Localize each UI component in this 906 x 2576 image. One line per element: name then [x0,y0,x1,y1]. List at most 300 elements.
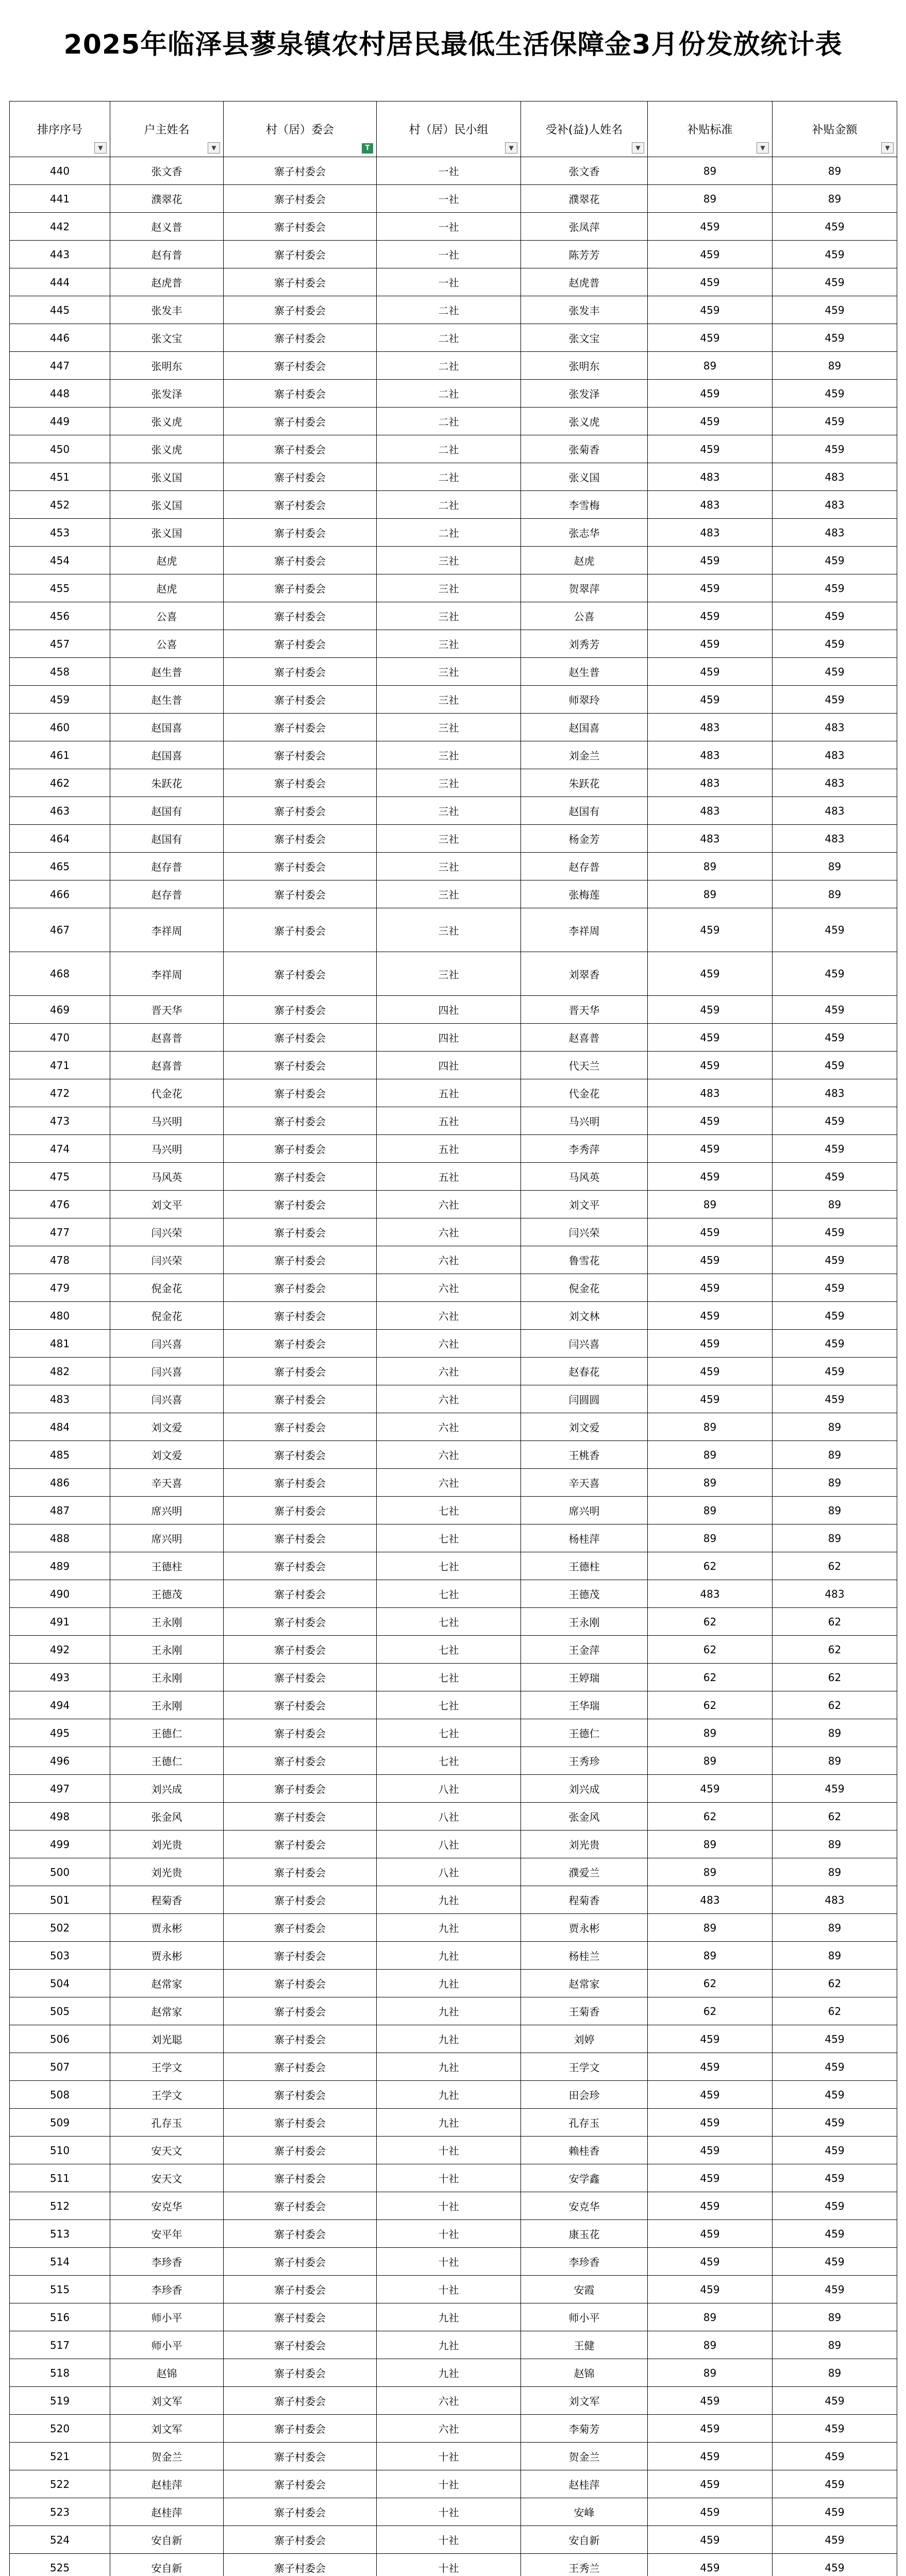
standard-cell[interactable]: 483 [648,825,773,853]
standard-cell[interactable]: 483 [648,741,773,769]
amount-cell[interactable]: 459 [773,1052,897,1079]
village-committee-cell[interactable]: 寨子村委会 [224,797,377,825]
householder-cell[interactable]: 赵虎 [110,547,224,574]
serial-cell[interactable]: 510 [10,2137,110,2164]
amount-cell[interactable]: 483 [773,1580,897,1608]
beneficiary-cell[interactable]: 代金花 [521,1079,648,1107]
beneficiary-cell[interactable]: 王德仁 [521,1719,648,1747]
amount-cell[interactable]: 459 [773,602,897,630]
village-group-cell[interactable]: 六社 [377,1191,521,1218]
serial-cell[interactable]: 476 [10,1191,110,1218]
standard-cell[interactable]: 483 [648,1580,773,1608]
serial-cell[interactable]: 450 [10,435,110,463]
serial-cell[interactable]: 445 [10,296,110,324]
village-committee-cell[interactable]: 寨子村委会 [224,435,377,463]
standard-cell[interactable]: 483 [648,491,773,519]
beneficiary-cell[interactable]: 张志华 [521,519,648,547]
serial-cell[interactable]: 519 [10,2387,110,2415]
village-committee-cell[interactable]: 寨子村委会 [224,1636,377,1664]
standard-cell[interactable]: 483 [648,769,773,797]
serial-cell[interactable]: 471 [10,1052,110,1079]
village-committee-cell[interactable]: 寨子村委会 [224,1052,377,1079]
amount-cell[interactable]: 459 [773,1107,897,1135]
village-group-cell[interactable]: 十社 [377,2248,521,2276]
village-group-cell[interactable]: 七社 [377,1524,521,1552]
beneficiary-cell[interactable]: 鲁雪花 [521,1246,648,1274]
standard-cell[interactable]: 459 [648,1775,773,1803]
standard-cell[interactable]: 459 [648,2192,773,2220]
serial-cell[interactable]: 484 [10,1413,110,1441]
beneficiary-cell[interactable]: 李秀萍 [521,1135,648,1163]
amount-cell[interactable]: 483 [773,463,897,491]
village-group-cell[interactable]: 二社 [377,352,521,380]
village-committee-cell[interactable]: 寨子村委会 [224,1246,377,1274]
beneficiary-cell[interactable]: 赵国有 [521,797,648,825]
amount-cell[interactable]: 459 [773,296,897,324]
amount-cell[interactable]: 483 [773,797,897,825]
serial-cell[interactable]: 440 [10,157,110,185]
householder-cell[interactable]: 闫兴喜 [110,1385,224,1413]
standard-cell[interactable]: 89 [648,1858,773,1886]
beneficiary-cell[interactable]: 王菊香 [521,1997,648,2025]
standard-cell[interactable]: 62 [648,1664,773,1691]
beneficiary-cell[interactable]: 李珍香 [521,2248,648,2276]
amount-cell[interactable]: 89 [773,1524,897,1552]
village-group-cell[interactable]: 六社 [377,1413,521,1441]
serial-cell[interactable]: 506 [10,2025,110,2053]
beneficiary-cell[interactable]: 张义国 [521,463,648,491]
householder-cell[interactable]: 安克华 [110,2192,224,2220]
amount-cell[interactable]: 483 [773,769,897,797]
standard-cell[interactable]: 483 [648,519,773,547]
amount-cell[interactable]: 459 [773,268,897,296]
village-group-cell[interactable]: 三社 [377,714,521,741]
standard-cell[interactable]: 459 [648,2109,773,2137]
village-group-cell[interactable]: 七社 [377,1719,521,1747]
beneficiary-cell[interactable]: 刘兴成 [521,1775,648,1803]
village-group-cell[interactable]: 六社 [377,1274,521,1302]
village-committee-cell[interactable]: 寨子村委会 [224,463,377,491]
amount-cell[interactable]: 459 [773,2554,897,2576]
amount-cell[interactable]: 483 [773,491,897,519]
beneficiary-cell[interactable]: 李祥周 [521,908,648,952]
village-group-cell[interactable]: 九社 [377,2303,521,2331]
village-group-cell[interactable]: 六社 [377,1218,521,1246]
amount-cell[interactable]: 459 [773,1274,897,1302]
village-group-cell[interactable]: 七社 [377,1636,521,1664]
standard-cell[interactable]: 62 [648,1608,773,1636]
village-group-cell[interactable]: 十社 [377,2554,521,2576]
householder-cell[interactable]: 贾永彬 [110,1914,224,1942]
standard-cell[interactable]: 459 [648,547,773,574]
village-committee-cell[interactable]: 寨子村委会 [224,2276,377,2303]
serial-cell[interactable]: 453 [10,519,110,547]
standard-cell[interactable]: 459 [648,241,773,268]
amount-cell[interactable]: 459 [773,2415,897,2443]
beneficiary-cell[interactable]: 濮翠花 [521,185,648,213]
amount-cell[interactable]: 459 [773,1218,897,1246]
dropdown-arrow-icon[interactable]: ▼ [94,142,107,154]
village-group-cell[interactable]: 三社 [377,797,521,825]
householder-cell[interactable]: 安天文 [110,2164,224,2192]
beneficiary-cell[interactable]: 王婷瑞 [521,1664,648,1691]
householder-cell[interactable]: 席兴明 [110,1497,224,1524]
beneficiary-cell[interactable]: 王秀珍 [521,1747,648,1775]
amount-cell[interactable]: 62 [773,1691,897,1719]
beneficiary-cell[interactable]: 张文宝 [521,324,648,352]
householder-cell[interactable]: 刘文军 [110,2415,224,2443]
village-committee-cell[interactable]: 寨子村委会 [224,714,377,741]
village-group-cell[interactable]: 十社 [377,2470,521,2498]
dropdown-arrow-icon[interactable]: ▼ [881,142,894,154]
serial-cell[interactable]: 485 [10,1441,110,1469]
village-group-cell[interactable]: 九社 [377,2053,521,2081]
village-committee-cell[interactable]: 寨子村委会 [224,1886,377,1914]
householder-cell[interactable]: 马兴明 [110,1107,224,1135]
village-committee-cell[interactable]: 寨子村委会 [224,1274,377,1302]
amount-cell[interactable]: 459 [773,1358,897,1385]
village-committee-cell[interactable]: 寨子村委会 [224,1775,377,1803]
standard-cell[interactable]: 62 [648,1970,773,1997]
village-committee-cell[interactable]: 寨子村委会 [224,519,377,547]
amount-cell[interactable]: 459 [773,996,897,1024]
village-group-cell[interactable]: 九社 [377,2081,521,2109]
standard-cell[interactable]: 62 [648,1552,773,1580]
householder-cell[interactable]: 赵生普 [110,686,224,714]
amount-cell[interactable]: 459 [773,324,897,352]
beneficiary-cell[interactable]: 刘文军 [521,2387,648,2415]
amount-cell[interactable]: 89 [773,1942,897,1970]
village-group-cell[interactable]: 一社 [377,157,521,185]
village-committee-cell[interactable]: 寨子村委会 [224,547,377,574]
beneficiary-cell[interactable]: 赵喜普 [521,1024,648,1052]
beneficiary-cell[interactable]: 赵桂萍 [521,2470,648,2498]
village-group-cell[interactable]: 一社 [377,241,521,268]
serial-cell[interactable]: 448 [10,380,110,408]
standard-cell[interactable]: 62 [648,1636,773,1664]
filter-active-icon[interactable]: T [362,143,373,154]
beneficiary-cell[interactable]: 王华瑞 [521,1691,648,1719]
village-group-cell[interactable]: 六社 [377,1246,521,1274]
beneficiary-cell[interactable]: 王桃香 [521,1441,648,1469]
village-committee-cell[interactable]: 寨子村委会 [224,1552,377,1580]
amount-cell[interactable]: 459 [773,1246,897,1274]
village-committee-cell[interactable]: 寨子村委会 [224,185,377,213]
standard-cell[interactable]: 459 [648,2443,773,2470]
village-committee-cell[interactable]: 寨子村委会 [224,157,377,185]
amount-cell[interactable]: 89 [773,2359,897,2387]
village-group-cell[interactable]: 一社 [377,213,521,241]
village-group-cell[interactable]: 八社 [377,1858,521,1886]
standard-cell[interactable]: 459 [648,2554,773,2576]
beneficiary-cell[interactable]: 王德茂 [521,1580,648,1608]
serial-cell[interactable]: 495 [10,1719,110,1747]
beneficiary-cell[interactable]: 赵虎 [521,547,648,574]
amount-cell[interactable]: 89 [773,1469,897,1497]
householder-cell[interactable]: 张义国 [110,519,224,547]
beneficiary-cell[interactable]: 张发泽 [521,380,648,408]
serial-cell[interactable]: 522 [10,2470,110,2498]
householder-cell[interactable]: 公喜 [110,602,224,630]
village-committee-cell[interactable]: 寨子村委会 [224,2331,377,2359]
village-group-cell[interactable]: 二社 [377,491,521,519]
standard-cell[interactable]: 89 [648,1942,773,1970]
serial-cell[interactable]: 492 [10,1636,110,1664]
standard-cell[interactable]: 89 [648,1469,773,1497]
standard-cell[interactable]: 459 [648,2053,773,2081]
serial-cell[interactable]: 520 [10,2415,110,2443]
standard-cell[interactable]: 459 [648,1163,773,1191]
householder-cell[interactable]: 席兴明 [110,1524,224,1552]
amount-cell[interactable]: 459 [773,241,897,268]
standard-cell[interactable]: 459 [648,1246,773,1274]
householder-cell[interactable]: 张金风 [110,1803,224,1831]
householder-cell[interactable]: 张义虎 [110,435,224,463]
householder-cell[interactable]: 张文香 [110,157,224,185]
village-group-cell[interactable]: 六社 [377,1330,521,1358]
serial-cell[interactable]: 451 [10,463,110,491]
amount-cell[interactable]: 459 [773,2470,897,2498]
serial-cell[interactable]: 461 [10,741,110,769]
serial-cell[interactable]: 503 [10,1942,110,1970]
village-committee-cell[interactable]: 寨子村委会 [224,1831,377,1858]
village-group-cell[interactable]: 五社 [377,1135,521,1163]
householder-cell[interactable]: 赵桂萍 [110,2498,224,2526]
householder-cell[interactable]: 王德柱 [110,1552,224,1580]
dropdown-arrow-icon[interactable]: ▼ [505,142,517,154]
standard-cell[interactable]: 483 [648,1079,773,1107]
serial-cell[interactable]: 486 [10,1469,110,1497]
amount-cell[interactable]: 89 [773,352,897,380]
village-group-cell[interactable]: 七社 [377,1747,521,1775]
village-committee-cell[interactable]: 寨子村委会 [224,1524,377,1552]
householder-cell[interactable]: 刘兴成 [110,1775,224,1803]
village-committee-cell[interactable]: 寨子村委会 [224,952,377,996]
beneficiary-cell[interactable]: 刘金兰 [521,741,648,769]
standard-cell[interactable]: 62 [648,1803,773,1831]
standard-cell[interactable]: 89 [648,853,773,880]
village-committee-cell[interactable]: 寨子村委会 [224,1997,377,2025]
serial-cell[interactable]: 505 [10,1997,110,2025]
village-committee-cell[interactable]: 寨子村委会 [224,1719,377,1747]
standard-cell[interactable]: 89 [648,1191,773,1218]
beneficiary-cell[interactable]: 安自新 [521,2526,648,2554]
beneficiary-cell[interactable]: 师小平 [521,2303,648,2331]
householder-cell[interactable]: 赵生普 [110,658,224,686]
householder-cell[interactable]: 马风英 [110,1163,224,1191]
serial-cell[interactable]: 507 [10,2053,110,2081]
standard-cell[interactable]: 459 [648,2415,773,2443]
beneficiary-cell[interactable]: 赵锦 [521,2359,648,2387]
beneficiary-cell[interactable]: 张文香 [521,157,648,185]
village-group-cell[interactable]: 九社 [377,1914,521,1942]
village-committee-cell[interactable]: 寨子村委会 [224,2443,377,2470]
village-group-cell[interactable]: 六社 [377,1441,521,1469]
amount-cell[interactable]: 483 [773,714,897,741]
standard-cell[interactable]: 62 [648,1691,773,1719]
beneficiary-cell[interactable]: 张明东 [521,352,648,380]
householder-cell[interactable]: 赵国喜 [110,741,224,769]
standard-cell[interactable]: 459 [648,2498,773,2526]
serial-cell[interactable]: 460 [10,714,110,741]
amount-cell[interactable]: 459 [773,2387,897,2415]
householder-cell[interactable]: 闫兴荣 [110,1218,224,1246]
village-group-cell[interactable]: 九社 [377,1886,521,1914]
standard-cell[interactable]: 459 [648,2081,773,2109]
serial-cell[interactable]: 472 [10,1079,110,1107]
serial-cell[interactable]: 454 [10,547,110,574]
householder-cell[interactable]: 闫兴荣 [110,1246,224,1274]
beneficiary-cell[interactable]: 孔存玉 [521,2109,648,2137]
village-group-cell[interactable]: 三社 [377,825,521,853]
village-group-cell[interactable]: 六社 [377,2387,521,2415]
householder-cell[interactable]: 倪金花 [110,1302,224,1330]
householder-cell[interactable]: 赵存普 [110,880,224,908]
village-group-cell[interactable]: 二社 [377,296,521,324]
beneficiary-cell[interactable]: 王永刚 [521,1608,648,1636]
dropdown-arrow-icon[interactable]: ▼ [632,142,644,154]
amount-cell[interactable]: 62 [773,1803,897,1831]
householder-cell[interactable]: 闫兴喜 [110,1358,224,1385]
householder-cell[interactable]: 赵虎普 [110,268,224,296]
householder-cell[interactable]: 辛天喜 [110,1469,224,1497]
householder-cell[interactable]: 朱跃花 [110,769,224,797]
village-group-cell[interactable]: 七社 [377,1691,521,1719]
village-committee-cell[interactable]: 寨子村委会 [224,686,377,714]
serial-cell[interactable]: 467 [10,908,110,952]
serial-cell[interactable]: 514 [10,2248,110,2276]
householder-cell[interactable]: 张文宝 [110,324,224,352]
amount-cell[interactable]: 459 [773,2248,897,2276]
village-committee-cell[interactable]: 寨子村委会 [224,2220,377,2248]
village-committee-cell[interactable]: 寨子村委会 [224,2359,377,2387]
amount-cell[interactable]: 89 [773,185,897,213]
standard-cell[interactable]: 89 [648,880,773,908]
beneficiary-cell[interactable]: 朱跃花 [521,769,648,797]
amount-cell[interactable]: 459 [773,1330,897,1358]
amount-cell[interactable]: 459 [773,408,897,435]
serial-cell[interactable]: 504 [10,1970,110,1997]
beneficiary-cell[interactable]: 闫兴荣 [521,1218,648,1246]
standard-cell[interactable]: 459 [648,1024,773,1052]
beneficiary-cell[interactable]: 张梅莲 [521,880,648,908]
standard-cell[interactable]: 459 [648,268,773,296]
standard-cell[interactable]: 459 [648,1330,773,1358]
serial-cell[interactable]: 518 [10,2359,110,2387]
serial-cell[interactable]: 480 [10,1302,110,1330]
village-group-cell[interactable]: 十社 [377,2164,521,2192]
standard-cell[interactable]: 459 [648,1218,773,1246]
amount-cell[interactable]: 459 [773,1135,897,1163]
beneficiary-cell[interactable]: 杨桂萍 [521,1524,648,1552]
beneficiary-cell[interactable]: 赵国喜 [521,714,648,741]
standard-cell[interactable]: 459 [648,324,773,352]
amount-cell[interactable]: 459 [773,213,897,241]
serial-cell[interactable]: 511 [10,2164,110,2192]
village-group-cell[interactable]: 八社 [377,1775,521,1803]
village-committee-cell[interactable]: 寨子村委会 [224,1580,377,1608]
serial-cell[interactable]: 497 [10,1775,110,1803]
householder-cell[interactable]: 赵国有 [110,797,224,825]
amount-cell[interactable]: 459 [773,952,897,996]
standard-cell[interactable]: 89 [648,1413,773,1441]
serial-cell[interactable]: 494 [10,1691,110,1719]
beneficiary-cell[interactable]: 辛天喜 [521,1469,648,1497]
standard-cell[interactable]: 483 [648,463,773,491]
village-group-cell[interactable]: 三社 [377,686,521,714]
village-committee-cell[interactable]: 寨子村委会 [224,1497,377,1524]
amount-cell[interactable]: 62 [773,1970,897,1997]
beneficiary-cell[interactable]: 刘文平 [521,1191,648,1218]
amount-cell[interactable]: 89 [773,157,897,185]
village-committee-cell[interactable]: 寨子村委会 [224,825,377,853]
village-committee-cell[interactable]: 寨子村委会 [224,268,377,296]
beneficiary-cell[interactable]: 代天兰 [521,1052,648,1079]
village-committee-cell[interactable]: 寨子村委会 [224,1163,377,1191]
amount-cell[interactable]: 89 [773,880,897,908]
serial-cell[interactable]: 513 [10,2220,110,2248]
village-group-cell[interactable]: 二社 [377,380,521,408]
householder-cell[interactable]: 赵虎 [110,574,224,602]
standard-cell[interactable]: 459 [648,435,773,463]
village-committee-cell[interactable]: 寨子村委会 [224,1385,377,1413]
village-group-cell[interactable]: 十社 [377,2220,521,2248]
amount-cell[interactable]: 459 [773,2498,897,2526]
village-group-cell[interactable]: 三社 [377,574,521,602]
amount-cell[interactable]: 89 [773,853,897,880]
amount-cell[interactable]: 62 [773,1552,897,1580]
amount-cell[interactable]: 62 [773,1664,897,1691]
householder-cell[interactable]: 张义国 [110,463,224,491]
beneficiary-cell[interactable]: 晋天华 [521,996,648,1024]
village-group-cell[interactable]: 三社 [377,547,521,574]
amount-cell[interactable]: 459 [773,547,897,574]
beneficiary-cell[interactable]: 刘文爱 [521,1413,648,1441]
village-group-cell[interactable]: 六社 [377,1385,521,1413]
beneficiary-cell[interactable]: 张凤萍 [521,213,648,241]
beneficiary-cell[interactable]: 王学文 [521,2053,648,2081]
serial-cell[interactable]: 502 [10,1914,110,1942]
village-committee-cell[interactable]: 寨子村委会 [224,324,377,352]
village-committee-cell[interactable]: 寨子村委会 [224,296,377,324]
standard-cell[interactable]: 459 [648,686,773,714]
serial-cell[interactable]: 525 [10,2554,110,2576]
serial-cell[interactable]: 482 [10,1358,110,1385]
village-committee-cell[interactable]: 寨子村委会 [224,2498,377,2526]
beneficiary-cell[interactable]: 公喜 [521,602,648,630]
village-committee-cell[interactable]: 寨子村委会 [224,1691,377,1719]
village-committee-cell[interactable]: 寨子村委会 [224,574,377,602]
amount-cell[interactable]: 483 [773,519,897,547]
standard-cell[interactable]: 459 [648,908,773,952]
beneficiary-cell[interactable]: 王健 [521,2331,648,2359]
beneficiary-cell[interactable]: 陈芳芳 [521,241,648,268]
standard-cell[interactable]: 459 [648,602,773,630]
beneficiary-cell[interactable]: 席兴明 [521,1497,648,1524]
beneficiary-cell[interactable]: 赵虎普 [521,268,648,296]
serial-cell[interactable]: 447 [10,352,110,380]
village-committee-cell[interactable]: 寨子村委会 [224,2248,377,2276]
standard-cell[interactable]: 459 [648,296,773,324]
serial-cell[interactable]: 468 [10,952,110,996]
village-committee-cell[interactable]: 寨子村委会 [224,996,377,1024]
standard-cell[interactable]: 89 [648,1497,773,1524]
village-committee-cell[interactable]: 寨子村委会 [224,1803,377,1831]
village-group-cell[interactable]: 六社 [377,1302,521,1330]
dropdown-arrow-icon[interactable]: ▼ [757,142,769,154]
standard-cell[interactable]: 459 [648,1385,773,1413]
amount-cell[interactable]: 89 [773,1747,897,1775]
